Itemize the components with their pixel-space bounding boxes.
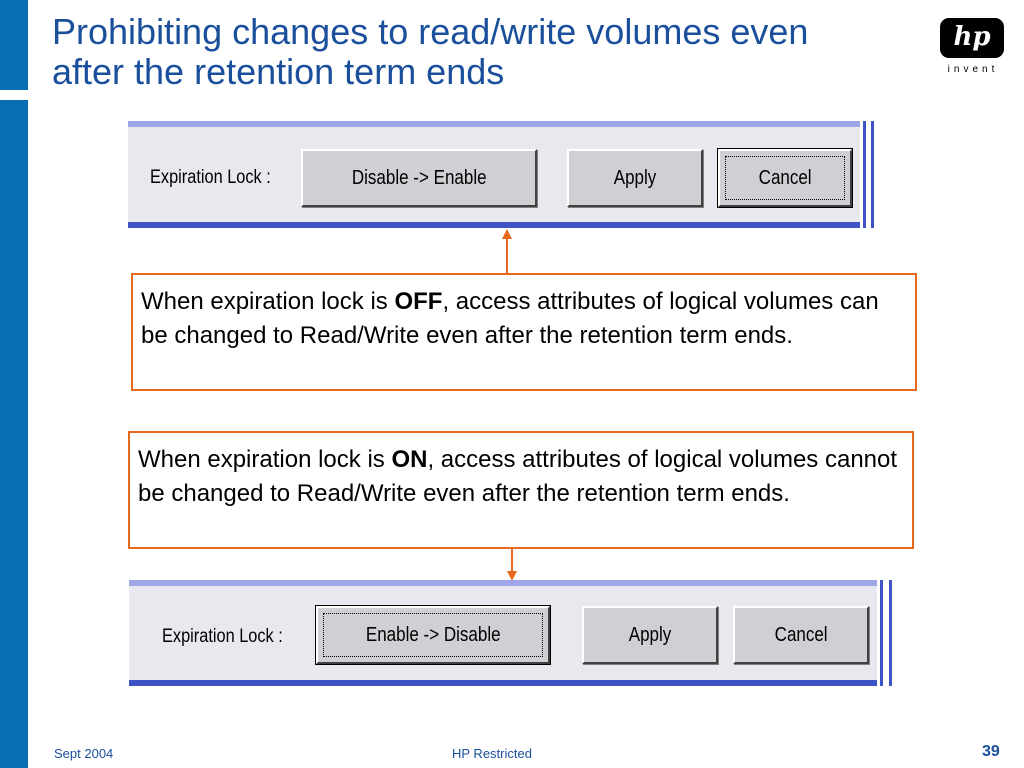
arrow-connector-top <box>506 238 508 274</box>
hp-logo-icon <box>938 18 1008 80</box>
panel-right-edge <box>863 121 866 228</box>
panel-right-edge <box>880 580 883 686</box>
callout-off-suffix: , access attributes of logical volumes can be changed to Read/Write even after the retention term ends. <box>141 288 879 349</box>
sidebar-accent-top <box>0 0 28 90</box>
cancel-button[interactable] <box>733 606 869 664</box>
footer-classification: HP Restricted <box>452 746 532 761</box>
disable-enable-button[interactable] <box>301 149 537 207</box>
callout-off-prefix: When expiration lock is <box>141 288 395 315</box>
slide-title-line2: after the retention term ends <box>52 51 505 92</box>
expiration-lock-panel-bottom <box>129 580 877 686</box>
cancel-button[interactable] <box>718 149 852 207</box>
callout-on-state: ON <box>391 446 428 473</box>
slide-title-line1: Prohibiting changes to read/write volumes even <box>52 11 809 52</box>
callout-on-suffix: , access attributes of logical volumes cannot be changed to Read/Write even after the retention term ends. <box>138 446 898 507</box>
apply-button-label: Apply <box>628 623 672 646</box>
sidebar-accent-bottom <box>0 100 28 768</box>
arrow-connector-bottom <box>511 549 513 573</box>
callout-on-prefix: When expiration lock is <box>138 446 392 473</box>
hp-logo-tagline: invent <box>947 64 999 75</box>
cancel-button-label: Cancel <box>758 166 812 189</box>
expiration-lock-panel-top <box>128 121 860 228</box>
slide-title <box>52 12 912 92</box>
callout-lock-off <box>131 273 917 391</box>
page-number: 39 <box>982 743 1000 760</box>
panel-right-edge <box>889 580 892 686</box>
cancel-button-label: Cancel <box>774 623 828 646</box>
panel-right-edge <box>871 121 874 228</box>
callout-off-state: OFF <box>394 288 443 315</box>
apply-button-label: Apply <box>613 166 657 189</box>
hp-logo-mark: hp <box>953 22 991 52</box>
expiration-lock-label: Expiration Lock : <box>162 626 283 647</box>
enable-disable-button-label: Enable -> Disable <box>365 623 501 646</box>
hp-logo-badge <box>940 18 1004 58</box>
apply-button[interactable] <box>567 149 703 207</box>
disable-enable-button-label: Disable -> Enable <box>351 166 487 189</box>
callout-lock-on <box>128 431 914 549</box>
footer-date: Sept 2004 <box>54 746 114 761</box>
expiration-lock-label: Expiration Lock : <box>150 167 271 188</box>
apply-button[interactable] <box>582 606 718 664</box>
enable-disable-button[interactable] <box>316 606 550 664</box>
